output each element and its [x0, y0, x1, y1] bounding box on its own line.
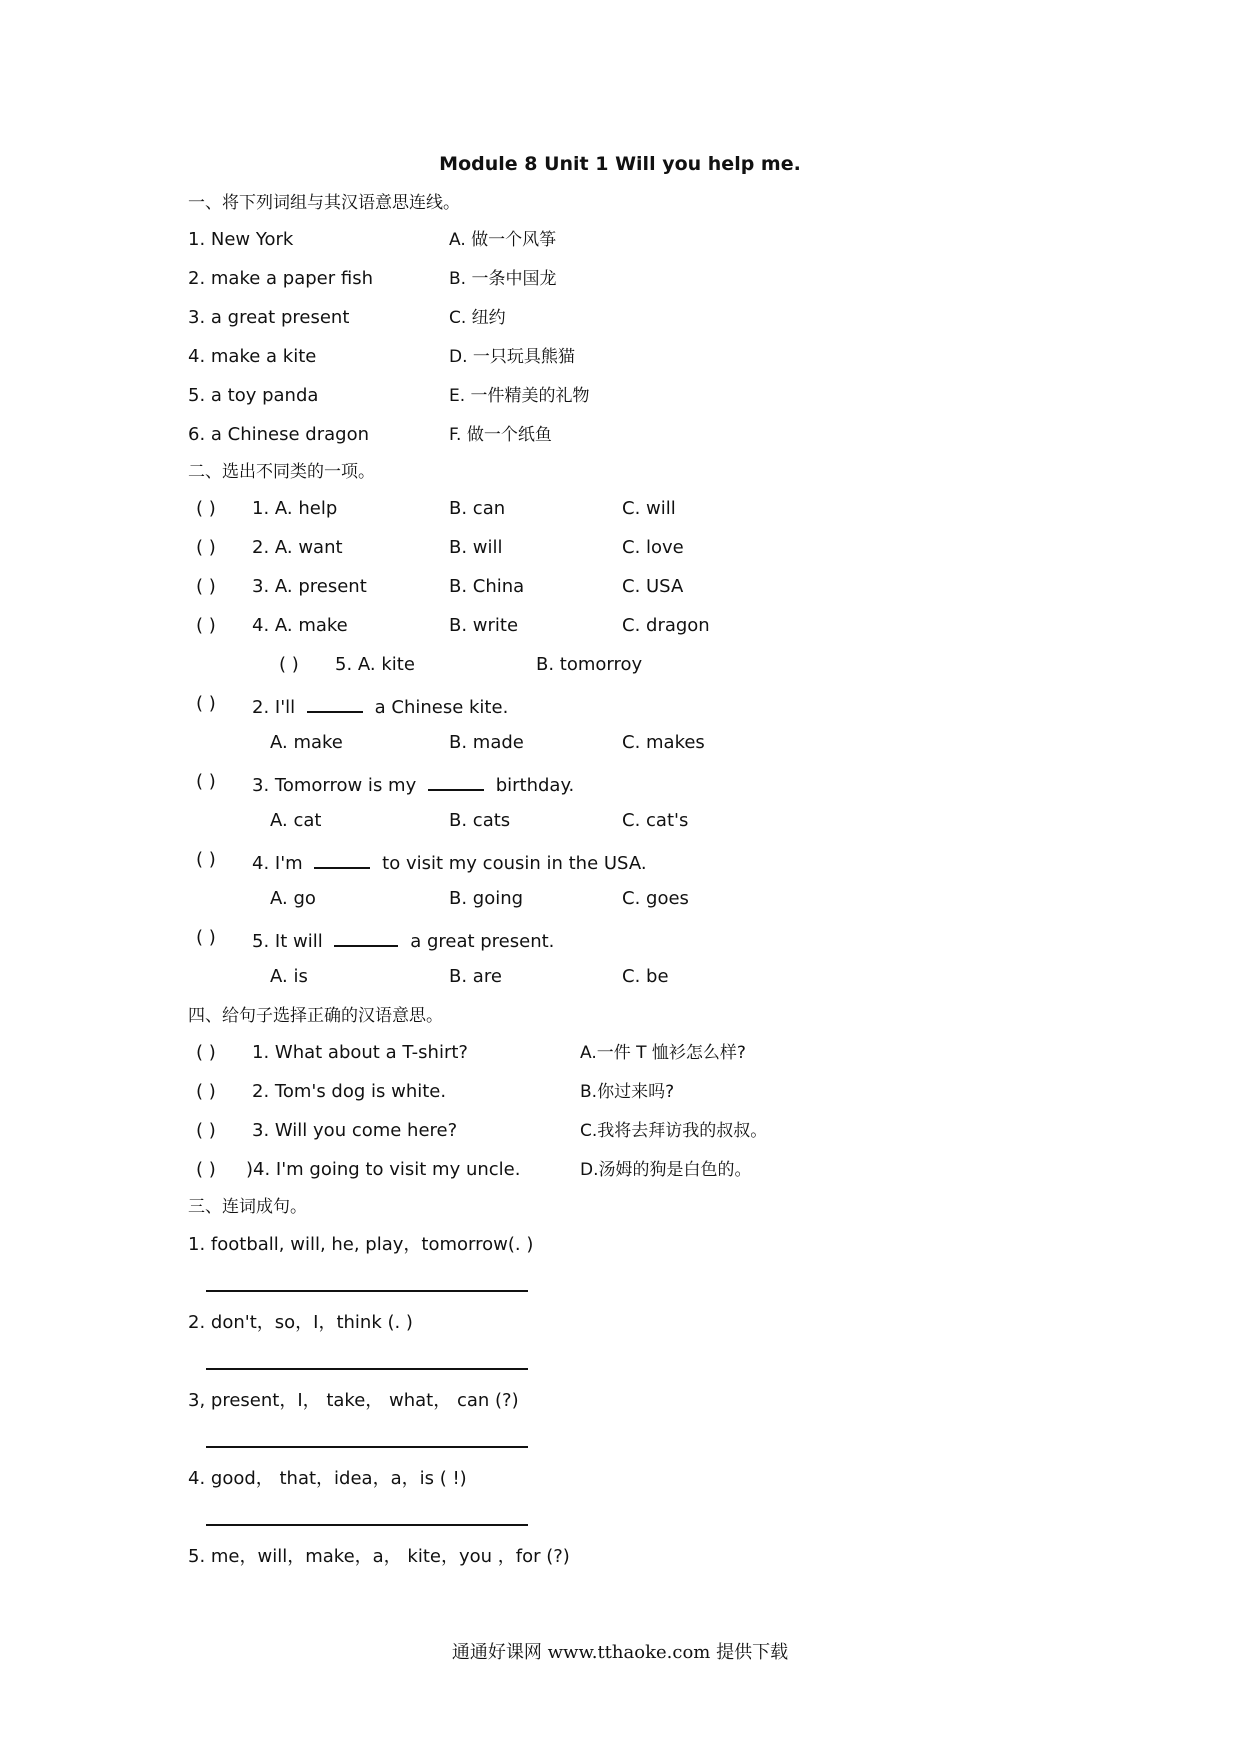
- page-title: Module 8 Unit 1 Will you help me.: [439, 153, 801, 175]
- question-prefix: 2. I'll: [252, 697, 296, 718]
- question-suffix: to visit my cousin in the USA.: [382, 853, 647, 874]
- option-c: C. makes: [622, 732, 705, 753]
- option-a: A. cat: [270, 810, 322, 831]
- section5-heading: 三、连词成句。: [188, 1197, 307, 1217]
- option-c: C. be: [622, 966, 669, 987]
- option-a: 5. A. kite: [335, 654, 415, 675]
- option-a: 3. A. present: [252, 576, 367, 597]
- question-sentence: [252, 927, 554, 953]
- match-item-right: F. 做一个纸鱼: [449, 425, 552, 445]
- option-a: A. is: [270, 966, 308, 987]
- answer-paren[interactable]: ( ): [196, 1081, 216, 1102]
- option-c: C. goes: [622, 888, 689, 909]
- sentence-english: 1. What about a T-shirt?: [252, 1042, 468, 1063]
- sentence-english: 3. Will you come here?: [252, 1120, 458, 1141]
- question-suffix: birthday.: [495, 775, 575, 796]
- answer-line[interactable]: [206, 1446, 528, 1448]
- match-item-left: 2. make a paper fish: [188, 268, 373, 289]
- answer-blank[interactable]: [334, 927, 398, 947]
- question-sentence: [252, 771, 574, 797]
- option-a: A. make: [270, 732, 343, 753]
- question-prefix: 5. It will: [252, 931, 323, 952]
- question-prefix: 4. I'm: [252, 853, 303, 874]
- match-item-left: 3. a great present: [188, 307, 350, 328]
- answer-line[interactable]: [206, 1368, 528, 1370]
- match-item-right: C. 纽约: [449, 308, 506, 328]
- option-a: 4. A. make: [252, 615, 348, 636]
- sentence-chinese: D.汤姆的狗是白色的。: [580, 1160, 752, 1180]
- word-scramble-prompt: 5. me，will，make，a， kite，you ，for (?): [188, 1546, 570, 1567]
- match-item-right: A. 做一个风筝: [449, 230, 557, 250]
- answer-paren[interactable]: ( ): [196, 1042, 216, 1063]
- option-c: C. love: [622, 537, 684, 558]
- match-item-right: D. 一只玩具熊猫: [449, 347, 575, 367]
- option-b: B. cats: [449, 810, 511, 831]
- match-item-left: 5. a toy panda: [188, 385, 319, 406]
- word-scramble-prompt: 1. football, will, he, play，tomorrow(. ): [188, 1234, 534, 1255]
- sentence-english: )4. I'm going to visit my uncle.: [246, 1159, 521, 1180]
- answer-paren[interactable]: ( ): [196, 498, 216, 519]
- option-c: C. dragon: [622, 615, 710, 636]
- question-suffix: a great present.: [410, 931, 555, 952]
- answer-paren[interactable]: ( ): [196, 537, 216, 558]
- section2-heading: 二、选出不同类的一项。: [188, 462, 375, 482]
- word-scramble-prompt: 4. good， that，idea，a，is ( !): [188, 1468, 467, 1489]
- sentence-chinese: C.我将去拜访我的叔叔。: [580, 1121, 768, 1141]
- question-sentence: [252, 849, 647, 875]
- page-footer: 通通好课网 www.tthaoke.com 提供下载: [451, 1642, 789, 1663]
- answer-paren[interactable]: ( ): [196, 693, 216, 714]
- answer-blank[interactable]: [428, 771, 484, 791]
- option-c: C. cat's: [622, 810, 689, 831]
- option-a: 1. A. help: [252, 498, 338, 519]
- answer-paren[interactable]: ( ): [196, 615, 216, 636]
- sentence-english: 2. Tom's dog is white.: [252, 1081, 447, 1102]
- question-prefix: 3. Tomorrow is my: [252, 775, 417, 796]
- option-b: B. going: [449, 888, 524, 909]
- option-a: 2. A. want: [252, 537, 343, 558]
- option-b: B. are: [449, 966, 502, 987]
- match-item-right: E. 一件精美的礼物: [449, 386, 590, 406]
- answer-paren[interactable]: ( ): [196, 576, 216, 597]
- word-scramble-prompt: 3, present，I， take， what， can (?): [188, 1390, 519, 1411]
- word-scramble-prompt: 2. don't，so，I，think (. ): [188, 1312, 413, 1333]
- question-sentence: [252, 693, 508, 719]
- answer-blank[interactable]: [314, 849, 370, 869]
- option-b: B. can: [449, 498, 506, 519]
- sentence-chinese: B.你过来吗?: [580, 1082, 675, 1102]
- option-b: B. will: [449, 537, 503, 558]
- match-item-left: 6. a Chinese dragon: [188, 424, 369, 445]
- answer-line[interactable]: [206, 1524, 528, 1526]
- answer-paren[interactable]: ( ): [196, 849, 216, 870]
- option-c: C. USA: [622, 576, 684, 597]
- answer-line[interactable]: [206, 1290, 528, 1292]
- match-item-left: 1. New York: [188, 229, 294, 250]
- answer-paren[interactable]: ( ): [279, 654, 299, 675]
- section4-heading: 四、给句子选择正确的汉语意思。: [188, 1006, 443, 1026]
- answer-blank[interactable]: [307, 693, 363, 713]
- option-c: C. will: [622, 498, 676, 519]
- question-suffix: a Chinese kite.: [374, 697, 509, 718]
- answer-paren[interactable]: ( ): [196, 771, 216, 792]
- answer-paren[interactable]: ( ): [196, 927, 216, 948]
- option-a: A. go: [270, 888, 316, 909]
- option-b: B. tomorroy: [536, 654, 643, 675]
- match-item-right: B. 一条中国龙: [449, 269, 557, 289]
- option-b: B. China: [449, 576, 525, 597]
- section1-heading: 一、将下列词组与其汉语意思连线。: [188, 193, 460, 213]
- answer-paren[interactable]: ( ): [196, 1159, 216, 1180]
- option-b: B. made: [449, 732, 524, 753]
- sentence-chinese: A.一件 T 恤衫怎么样?: [580, 1043, 746, 1063]
- option-b: B. write: [449, 615, 519, 636]
- match-item-left: 4. make a kite: [188, 346, 317, 367]
- answer-paren[interactable]: ( ): [196, 1120, 216, 1141]
